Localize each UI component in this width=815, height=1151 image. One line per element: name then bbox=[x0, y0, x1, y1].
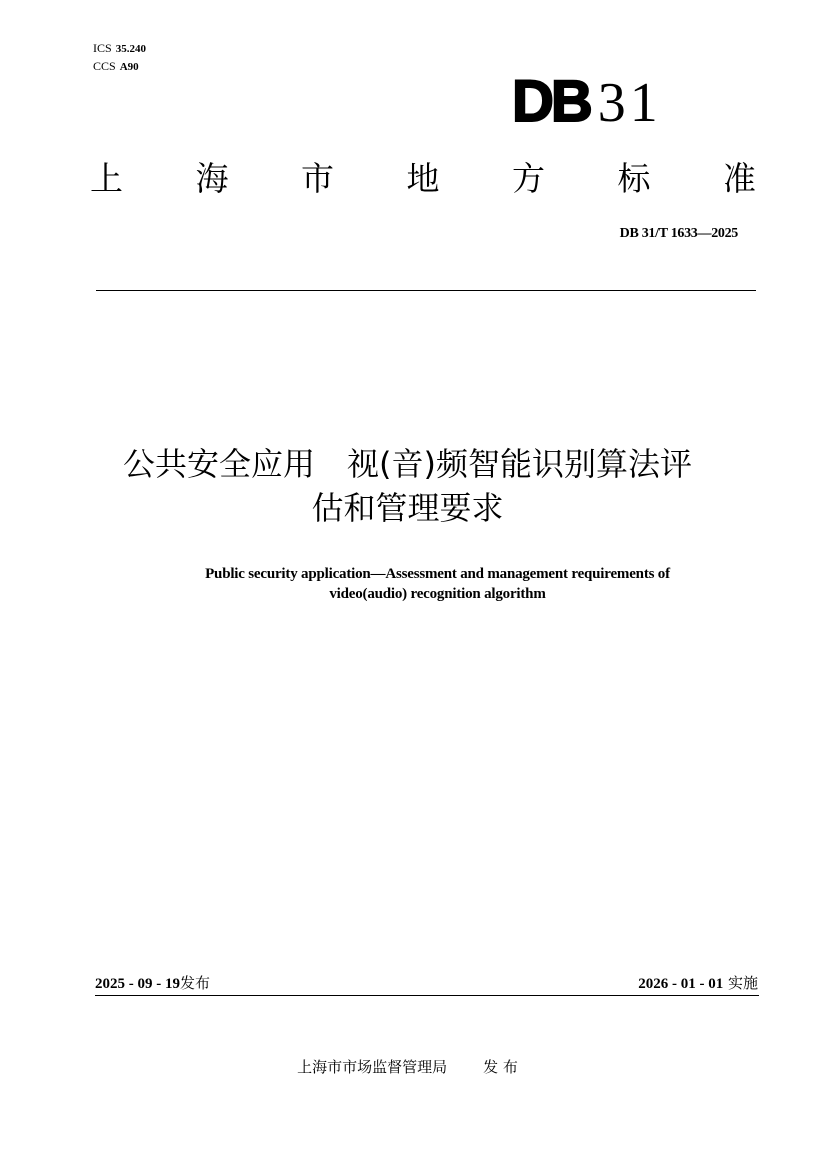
ics-label: ICS bbox=[93, 41, 112, 55]
standard-prefix: DB bbox=[512, 69, 590, 134]
issuer-action: 发 布 bbox=[483, 1058, 518, 1076]
classification-codes bbox=[93, 40, 146, 76]
ccs-row bbox=[93, 58, 146, 76]
ics-row bbox=[93, 40, 146, 58]
publish-label: 发布 bbox=[180, 974, 211, 992]
standard-type-char: 方 bbox=[512, 159, 545, 198]
issuer-name: 上海市市场监督管理局 bbox=[297, 1058, 448, 1076]
standard-mark bbox=[512, 70, 662, 149]
standard-type-char: 标 bbox=[617, 159, 651, 198]
publish-date-value: 2025 - 09 - 19 bbox=[95, 976, 180, 992]
title-english bbox=[60, 564, 815, 604]
ics-value: 35.240 bbox=[115, 43, 146, 55]
title-chinese-line1: 公共安全应用 视(音)频智能识别算法评 bbox=[123, 445, 692, 483]
implement-label: 实施 bbox=[727, 974, 758, 992]
standard-number: DB 31/T 1633—2025 bbox=[619, 226, 738, 241]
standard-type-char: 海 bbox=[195, 159, 229, 198]
ccs-label: CCS bbox=[93, 59, 116, 73]
title-english-line2: video(audio) recognition algorithm bbox=[329, 586, 546, 602]
standard-type-char: 市 bbox=[301, 159, 334, 198]
header-divider bbox=[96, 290, 756, 291]
title-chinese bbox=[60, 442, 755, 530]
standard-type-char: 地 bbox=[406, 159, 440, 198]
publish-date bbox=[95, 972, 210, 995]
issuer bbox=[0, 1056, 815, 1078]
region-code: 31 bbox=[597, 72, 662, 134]
implement-date-value: 2026 - 01 - 01 bbox=[638, 976, 724, 992]
standard-type-char: 上 bbox=[90, 159, 123, 198]
title-english-line1: Public security application—Assessment and management requirements of bbox=[205, 566, 670, 582]
standard-type-heading bbox=[90, 158, 756, 200]
standard-type-char: 准 bbox=[723, 159, 756, 198]
title-chinese-line2: 估和管理要求 bbox=[311, 489, 504, 527]
footer-divider bbox=[95, 995, 759, 996]
implement-date bbox=[638, 972, 758, 995]
ccs-value: A90 bbox=[119, 61, 139, 73]
